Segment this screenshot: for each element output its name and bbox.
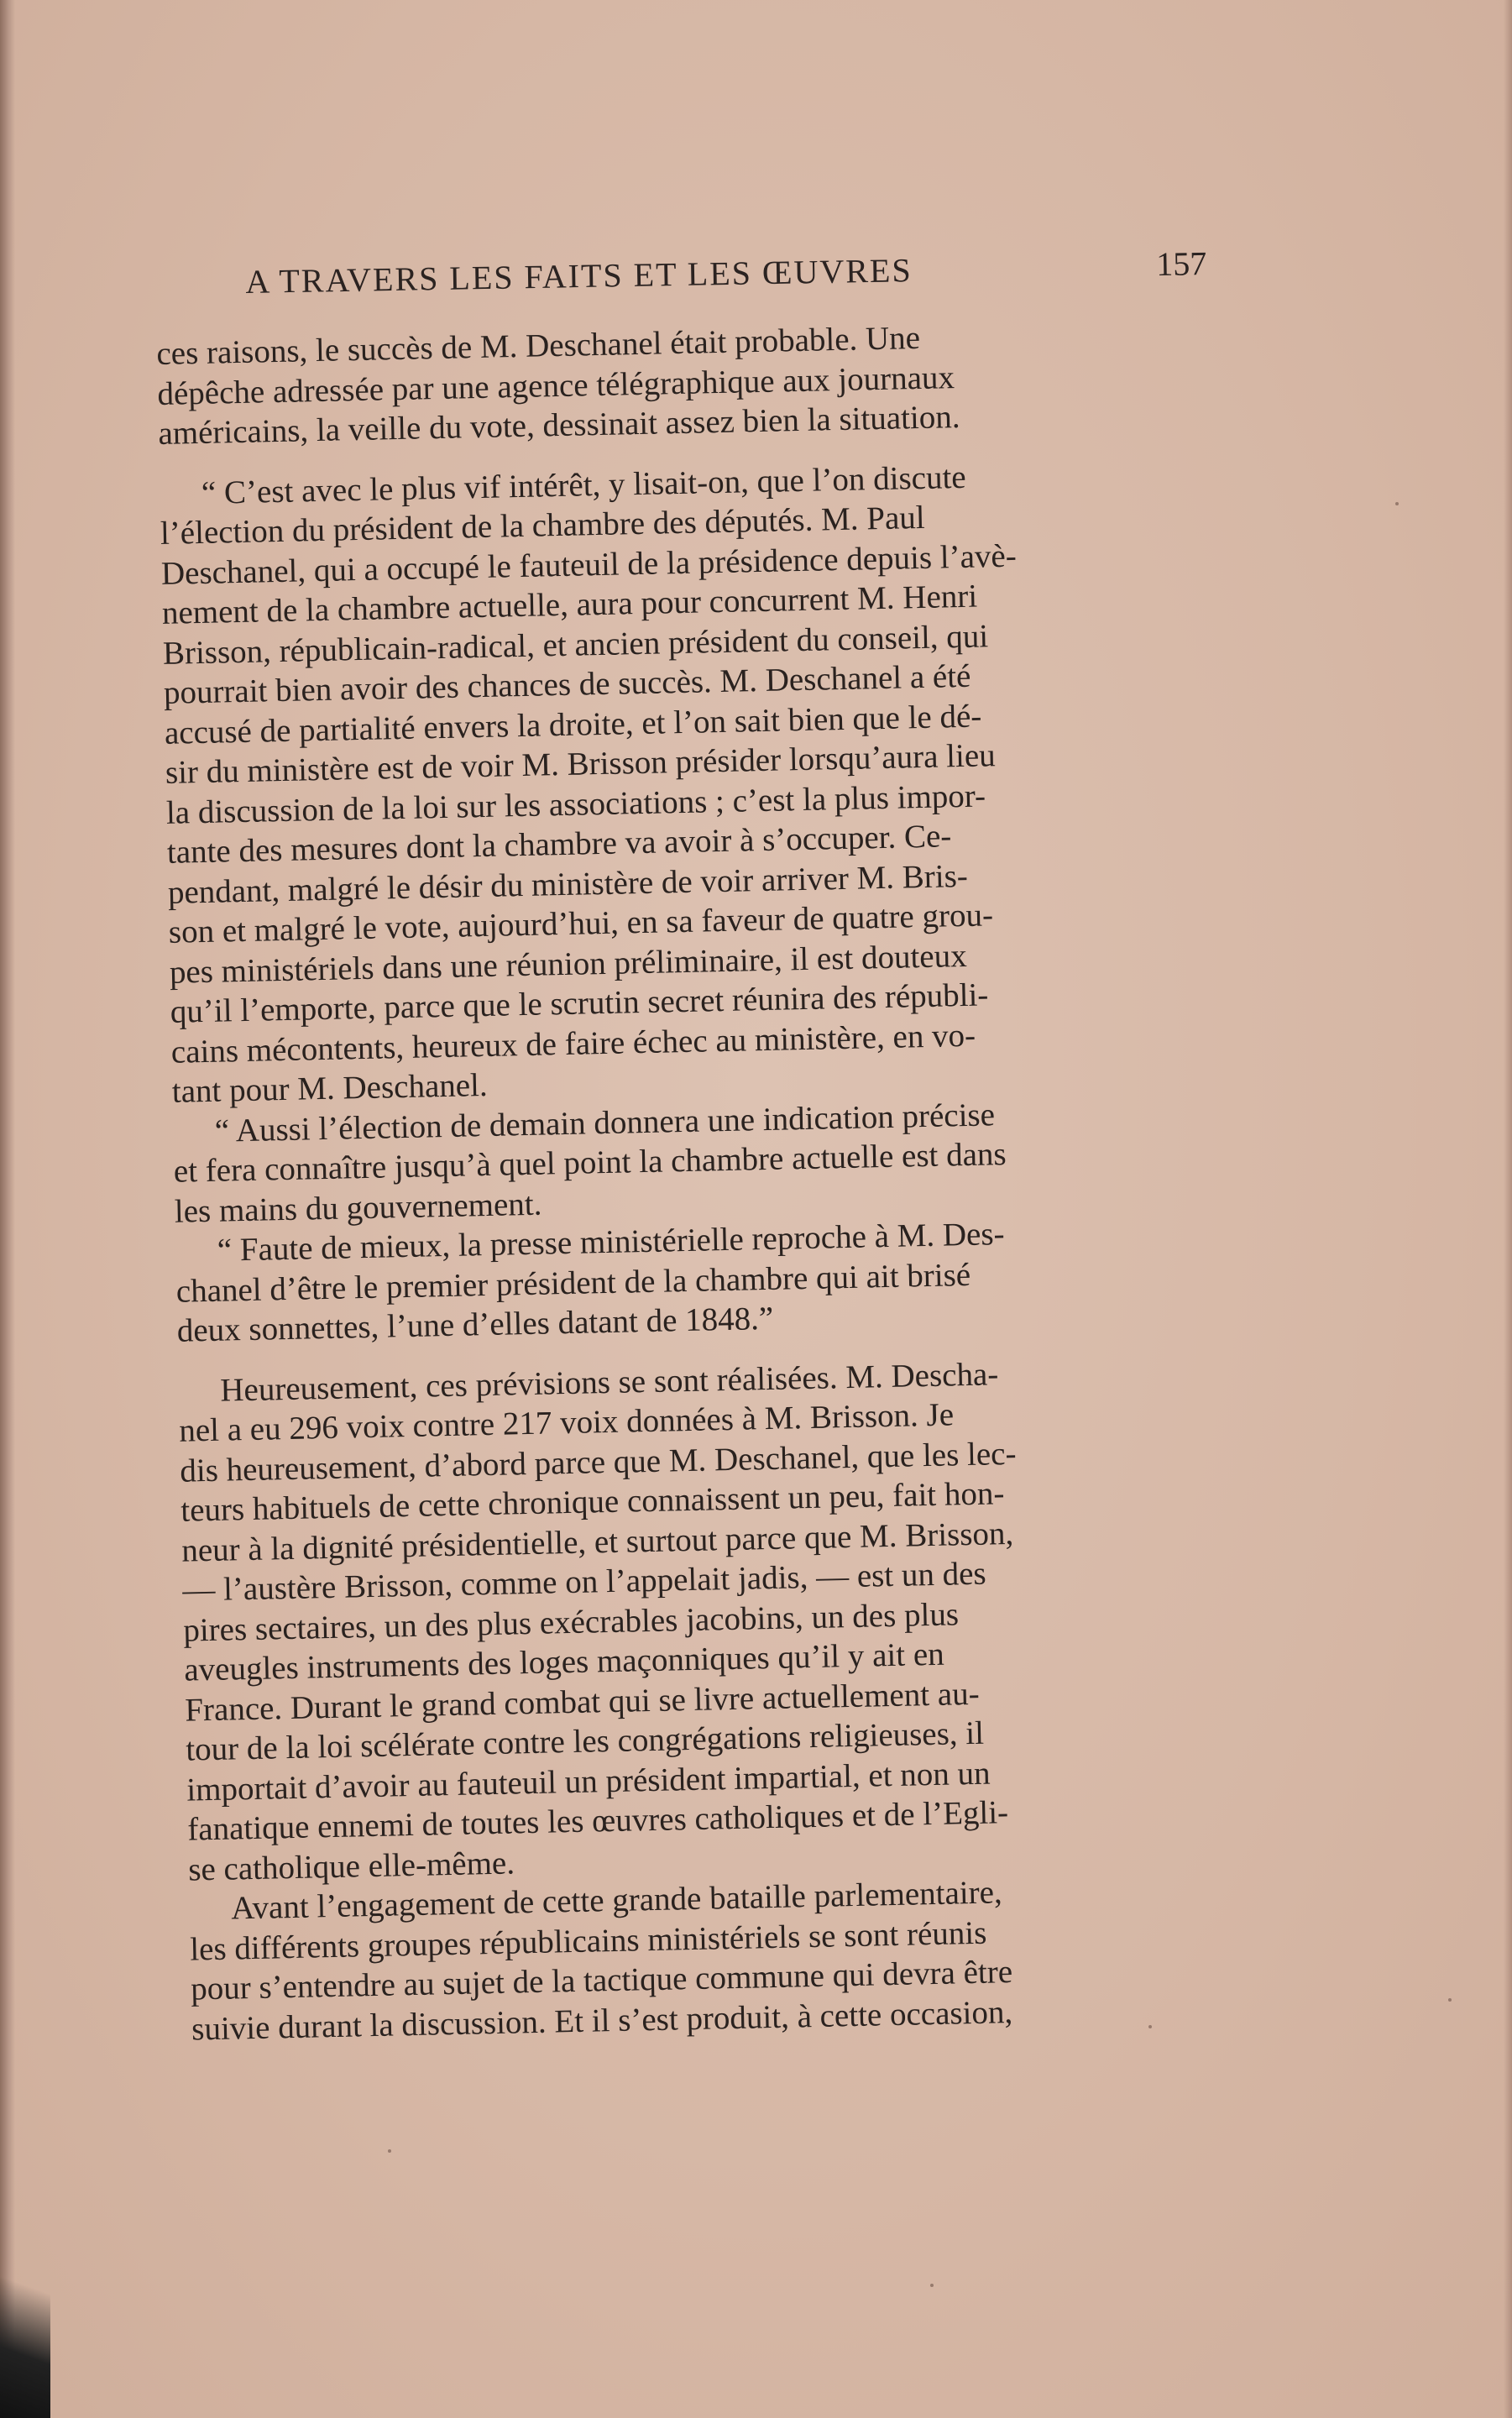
text-line: aveugles instruments des loges maçonniques qu’il y ait en	[183, 1636, 945, 1688]
text-line: “ Faute de mieux, la presse ministérielle reproche à M. Des-	[217, 1216, 1005, 1269]
text-line: “ Aussi l’élection de demain donnera une indication précise	[214, 1096, 996, 1149]
text-line: sir du ministère est de voir M. Brisson présider lorsqu’aura lieu	[165, 737, 997, 791]
text-line: cains mécontents, heureux de faire échec au ministère, en vo-	[170, 1017, 976, 1070]
text-line: nement de la chambre actuelle, aura pour concurrent M. Henri	[161, 578, 978, 631]
text-line: Avant l’engagement de cette grande bataille parlementaire,	[230, 1874, 1003, 1927]
text-line: tour de la loi scélérate contre les congrégations religieuses, il	[185, 1714, 985, 1768]
text-line: la discussion de la loi sur les associations ; c’est la plus impor-	[165, 777, 986, 831]
text-line: son et malgré le vote, aujourd’hui, en sa faveur de quatre grou-	[168, 897, 994, 950]
text-line: France. Durant le grand combat qui se livre actuellement au-	[184, 1675, 981, 1729]
scan-corner-shadow	[0, 2233, 50, 2418]
text-line: américains, la veille du vote, dessinait assez bien la situation.	[158, 398, 960, 452]
text-line: suivie durant la discussion. Et il s’est produit, à cette occasion,	[191, 1993, 1013, 2048]
text-line: importait d’avoir au fauteuil un président impartial, et non un	[186, 1755, 991, 1808]
text-line: les différents groupes républicains ministériels se sont réunis	[189, 1914, 987, 1968]
text-line: dépêche adressée par une agence télégraphique aux journaux	[157, 359, 955, 412]
text-line: pendant, malgré le désir du ministère de voir arriver M. Bris-	[167, 857, 969, 911]
text-line: et fera connaître jusqu’à quel point la chambre actuelle est dans	[173, 1136, 1007, 1190]
text-line: dis heureusement, d’abord parce que M. Deschanel, que les lec-	[179, 1435, 1017, 1489]
page-edge-shadow	[1504, 0, 1512, 2418]
text-line: chanel d’être le premier président de la chambre qui ait brisé	[175, 1256, 971, 1310]
text-line: tante des mesures dont la chambre va avoir à s’occuper. Ce-	[166, 818, 952, 871]
text-line: fanatique ennemi de toutes les œuvres catholiques et de l’Egli-	[186, 1794, 1009, 1848]
text-line: les mains du gouvernement.	[174, 1185, 542, 1230]
text-line: teurs habituels de cette chronique connaissent un peu, fait hon-	[180, 1475, 1005, 1529]
text-line: se catholique elle-même.	[187, 1844, 515, 1888]
text-line: tant pour M. Deschanel.	[171, 1066, 489, 1110]
text-line: ces raisons, le succès de M. Deschanel était probable. Une	[156, 319, 921, 372]
page-number: 157	[1155, 244, 1207, 284]
running-head	[245, 245, 1211, 312]
text-line: pourrait bien avoir des chances de succès. M. Deschanel a été	[163, 657, 971, 711]
text-line: Brisson, républicain-radical, et ancien président du conseil, qui	[162, 617, 989, 672]
text-line: — l’austère Brisson, comme on l’appelait jadis, — est un des	[181, 1555, 987, 1609]
text-line: neur à la dignité présidentielle, et surtout parce que M. Brisson,	[180, 1515, 1014, 1569]
text-line: deux sonnettes, l’une d’elles datant de 1848.”	[176, 1300, 774, 1349]
text-line: qu’il l’emporte, parce que le scrutin secret réunira des républi-	[170, 976, 989, 1030]
text-line: pes ministériels dans une réunion préliminaire, il est douteux	[169, 937, 968, 991]
page-binding-shadow	[0, 0, 15, 2418]
text-line: Heureusement, ces prévisions se sont réalisées. M. Descha-	[219, 1355, 999, 1409]
text-line: Deschanel, qui a occupé le fauteuil de la présidence depuis l’avè-	[160, 537, 1018, 592]
text-line: pour s’entendre au sujet de la tactique commune qui devra être	[190, 1954, 1013, 2007]
text-line: l’élection du président de la chambre des députés. M. Paul	[160, 499, 926, 552]
body-text	[156, 311, 1291, 2049]
text-line: nel a eu 296 voix contre 217 voix données à M. Brisson. Je	[178, 1396, 955, 1449]
running-title: A TRAVERS LES FAITS ET LES ŒUVRES	[245, 251, 913, 301]
text-line: pires sectaires, un des plus exécrables jacobins, un des plus	[182, 1595, 960, 1649]
text-line: accusé de partialité envers la droite, et l’on sait bien que le dé-	[164, 698, 982, 751]
text-line: “ C’est avec le plus vif intérêt, y lisait-on, que l’on discute	[201, 458, 967, 511]
